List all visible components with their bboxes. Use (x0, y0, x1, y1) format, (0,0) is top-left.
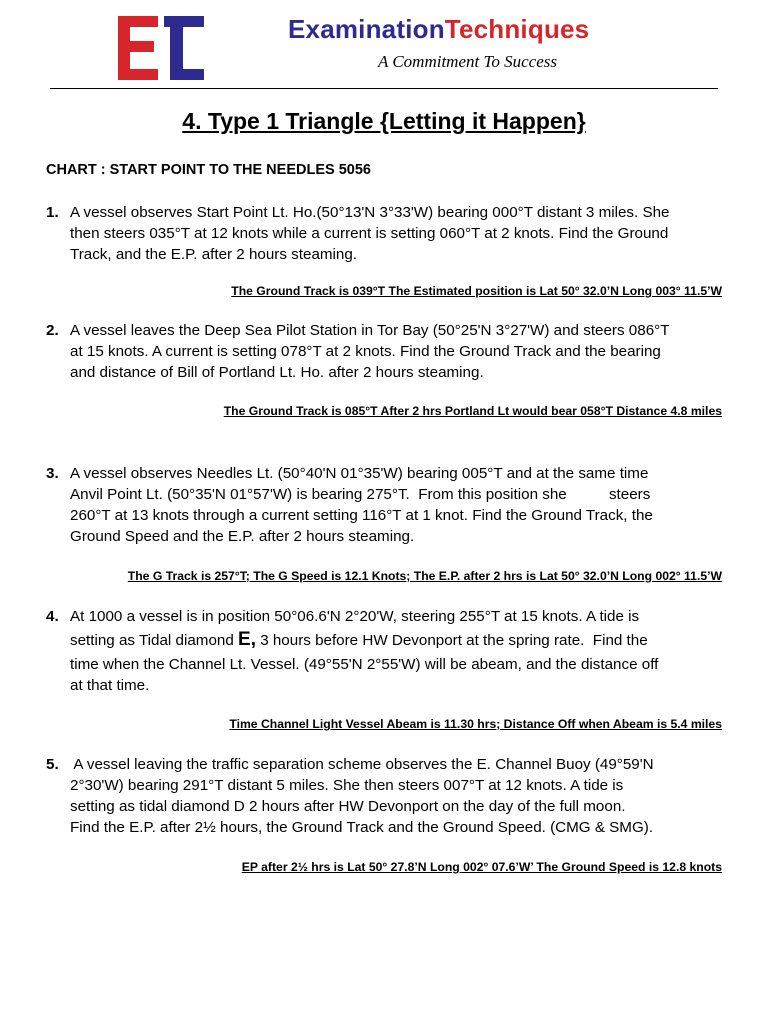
question-text (70, 202, 726, 265)
page-title: 4. Type 1 Triangle {Letting it Happen} (182, 108, 586, 134)
question-line: A vessel observes Needles Lt. (50°40'N 01°35'W) bearing 005°T and at the same time (70, 465, 649, 482)
question-line: A vessel observes Start Point Lt. Ho.(50°13'N 3°33'W) bearing 000°T distant 3 miles. She (70, 204, 670, 221)
question-line: A vessel leaves the Deep Sea Pilot Station in Tor Bay (50°25'N 3°27'W) and steers 086°T (70, 322, 670, 339)
question-line: and distance of Bill of Portland Lt. Ho. after 2 hours steaming. (70, 364, 484, 381)
answer-3: The G Track is 257°T; The G Speed is 12.1 Knots; The E.P. after 2 hrs is Lat 50° 32.0’N Long 002° 11.5’W (127, 569, 722, 583)
question-number: 5. (46, 756, 59, 773)
answer-4: Time Channel Light Vessel Abeam is 11.30 hrs; Distance Off when Abeam is 5.4 miles (229, 717, 722, 731)
question-line: at 15 knots. A current is setting 078°T at 2 knots. Find the Ground Track and the bearing (70, 343, 661, 360)
question-line: Ground Speed and the E.P. after 2 hours steaming. (70, 528, 415, 545)
question-line: 260°T at 13 knots through a current setting 116°T at 1 knot. Find the Ground Track, the (70, 507, 653, 524)
question-number: 1. (46, 204, 59, 221)
question-line: At 1000 a vessel is in position 50°06.6'N 2°20'W, steering 255°T at 15 knots. A tide is (70, 608, 640, 625)
question-line: Track, and the E.P. after 2 hours steaming. (70, 246, 358, 263)
question-line: setting as tidal diamond D 2 hours after HW Devonport on the day of the full moon. (70, 798, 626, 815)
question-text-segment: 3 hours before HW Devonport at the spring rate. Find the (255, 632, 648, 649)
answer-1: The Ground Track is 039°T The Estimated position is Lat 50° 32.0’N Long 003° 11.5’W (231, 284, 722, 298)
chart-heading: CHART : START POINT TO THE NEEDLES 5056 (46, 162, 371, 178)
brand-word-techniques: Techniques (444, 14, 590, 44)
question-number: 2. (46, 322, 59, 339)
et-logo-icon (118, 16, 204, 80)
question-text-segment: setting as Tidal diamond (70, 632, 239, 649)
question-line (70, 627, 726, 654)
question-line: then steers 035°T at 12 knots while a current is setting 060°T at 2 knots. Find the Ground (70, 225, 669, 242)
question-number: 4. (46, 608, 59, 625)
question-1 (46, 202, 726, 265)
question-line: Find the E.P. after 2½ hours, the Ground Track and the Ground Speed. (CMG & SMG). (70, 819, 654, 836)
answer-2: The Ground Track is 085°T After 2 hrs Portland Lt would bear 058°T Distance 4.8 miles (223, 404, 722, 418)
question-3 (46, 463, 726, 547)
question-4 (46, 606, 726, 696)
question-number: 3. (46, 465, 59, 482)
header-divider (50, 88, 718, 89)
question-line: at that time. (70, 677, 150, 694)
brand-name (288, 14, 589, 45)
answer-5: EP after 2½ hrs is Lat 50° 27.8’N Long 002° 07.6’W’ The Ground Speed is 12.8 knots (241, 860, 722, 874)
question-text (70, 320, 726, 383)
slogan: A Commitment To Success (378, 52, 557, 71)
question-text (70, 754, 726, 838)
question-line: 2°30'W) bearing 291°T distant 5 miles. She then steers 007°T at 12 knots. A tide is (70, 777, 624, 794)
question-line: time when the Channel Lt. Vessel. (49°55'N 2°55'W) will be abeam, and the distance off (70, 656, 659, 673)
question-5 (46, 754, 726, 838)
question-2 (46, 320, 726, 383)
tidal-diamond-letter: E, (238, 629, 256, 650)
question-text (70, 463, 726, 547)
brand-word-examination: Examination (288, 14, 445, 44)
question-text (70, 606, 726, 696)
question-line: Anvil Point Lt. (50°35'N 01°57'W) is bearing 275°T. From this position she steers (70, 486, 651, 503)
question-line: A vessel leaving the traffic separation scheme observes the E. Channel Buoy (49°59'N (70, 756, 654, 773)
